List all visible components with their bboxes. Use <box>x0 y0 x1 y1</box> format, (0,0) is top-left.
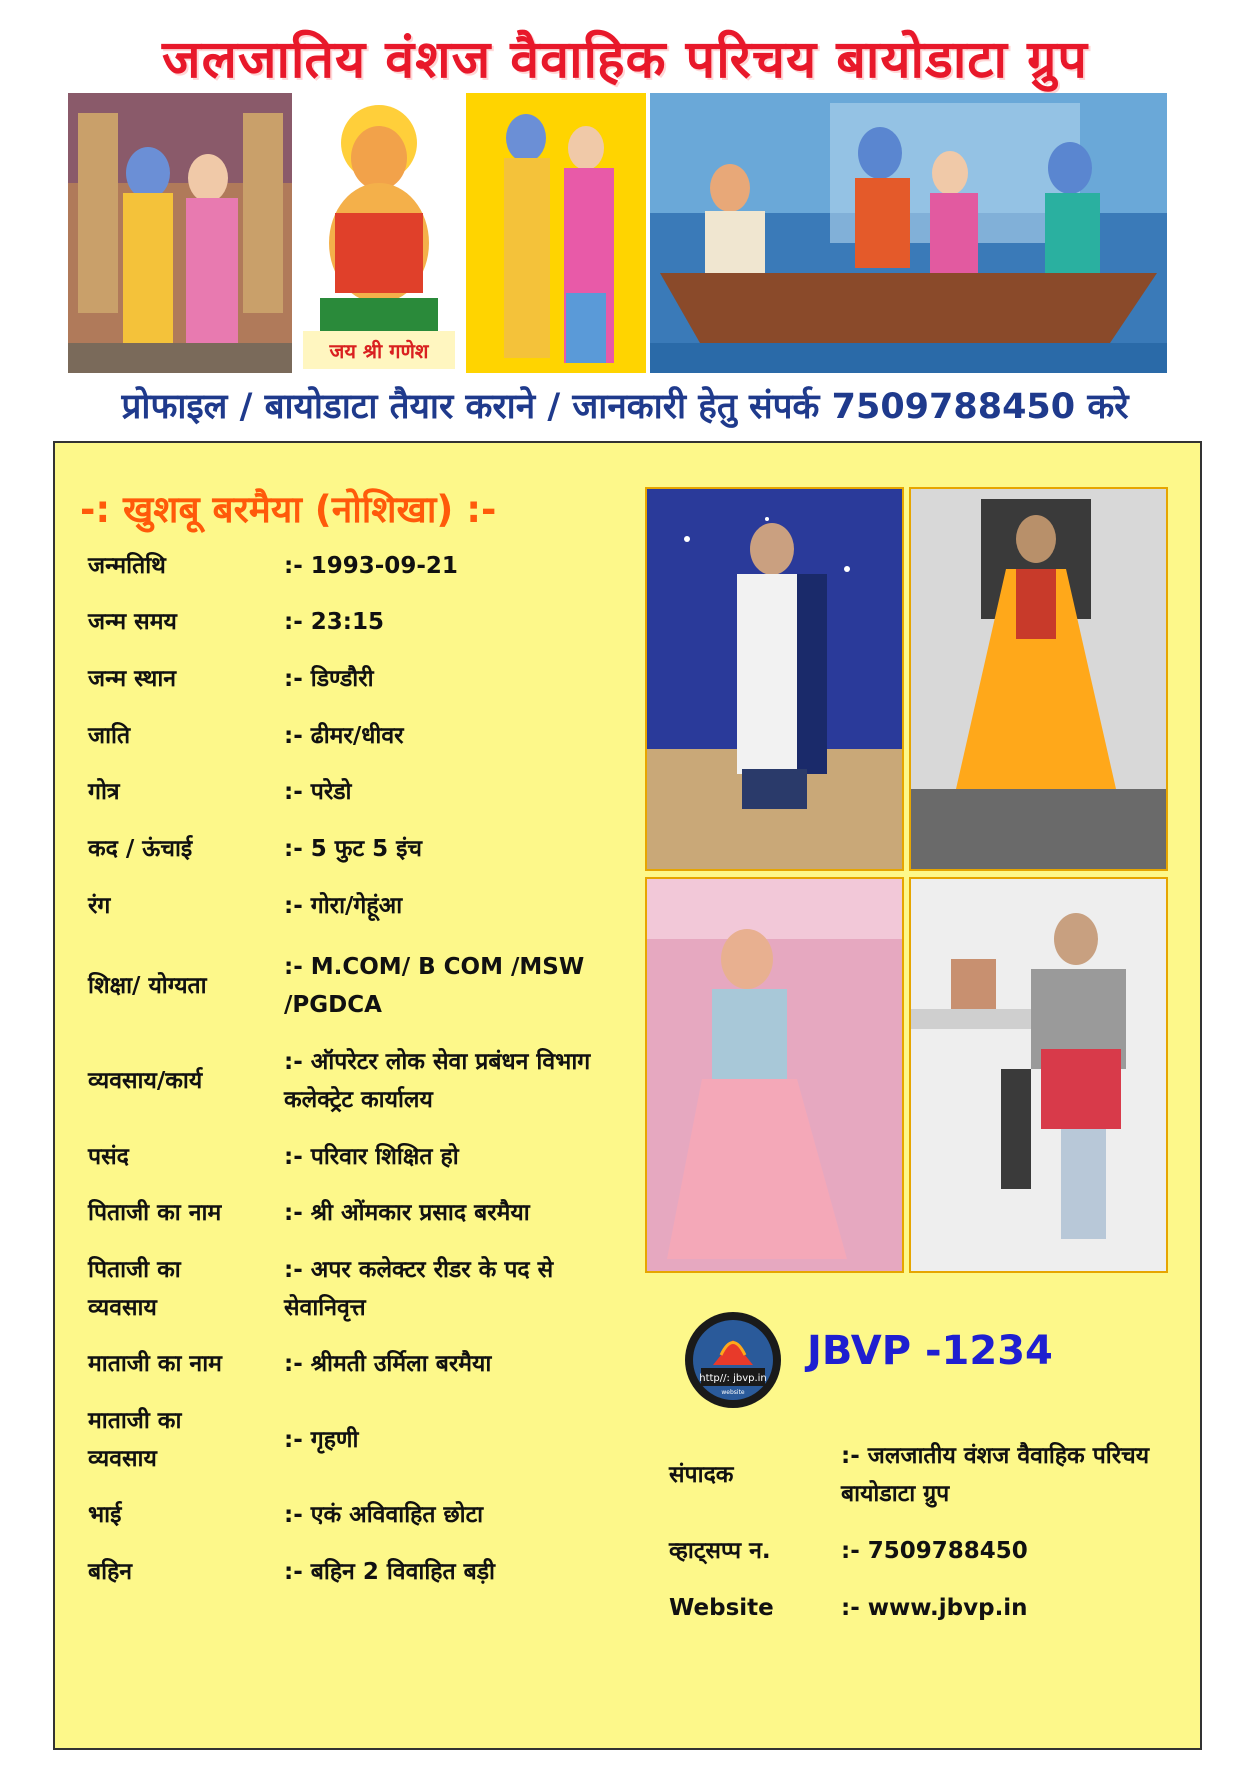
field-label: पिताजी का व्यवसाय <box>88 1257 181 1321</box>
website-value: :- www.jbvp.in <box>841 1595 1028 1621</box>
field-value: :- 23:15 <box>284 609 384 635</box>
profile-code: JBVP -1234 <box>807 1328 1053 1374</box>
logo-sub: website <box>721 1389 745 1396</box>
contact-line: प्रोफाइल / बायोडाटा तैयार कराने / जानकारी हेतु संपर्क 7509788450 करे <box>121 387 1129 427</box>
field-value: :- M.COM/ B COM /MSW /PGDCA <box>284 954 585 1018</box>
banner-image-ganesh <box>295 93 463 373</box>
ganesh-caption: जय श्री गणेश <box>329 339 429 363</box>
banner-image-rama-sita-wedding <box>68 93 292 373</box>
field-label: कद / ऊंचाई <box>88 836 193 862</box>
profile-photo-2 <box>909 487 1168 871</box>
banner-image-boat-scene <box>650 93 1167 373</box>
field-label: व्यवसाय/कार्य <box>88 1068 203 1094</box>
field-label: भाई <box>88 1502 122 1528</box>
field-label: गोत्र <box>88 779 120 805</box>
field-label: बहिन <box>88 1559 133 1585</box>
field-value: :- डिण्डौरी <box>284 666 374 692</box>
field-label: माताजी का व्यवसाय <box>88 1408 182 1472</box>
field-value: :- गोरा/गेहूंआ <box>284 893 403 919</box>
whatsapp-value: :- 7509788450 <box>841 1538 1028 1564</box>
field-value: :- 5 फुट 5 इंच <box>284 836 423 862</box>
profile-photo-1 <box>645 487 904 871</box>
jbvp-logo <box>683 1310 783 1410</box>
editor-label: संपादक <box>669 1462 734 1488</box>
field-label: जन्मतिथि <box>88 553 166 579</box>
field-value: :- बहिन 2 विवाहित बड़ी <box>284 1559 496 1585</box>
field-label: जन्म स्थान <box>88 666 177 692</box>
field-value: :- ढीमर/धीवर <box>284 723 404 749</box>
field-value: :- 1993-09-21 <box>284 553 458 579</box>
website-label: Website <box>669 1595 774 1621</box>
field-value: :- एकं अविवाहित छोटा <box>284 1502 484 1528</box>
field-label: पसंद <box>88 1144 129 1170</box>
field-label: जाति <box>88 723 131 749</box>
field-label: शिक्षा/ योग्यता <box>88 973 207 999</box>
field-value: :- परेडो <box>284 779 352 805</box>
profile-photo-3 <box>645 877 904 1273</box>
page-title: जलजातिय वंशज वैवाहिक परिचय बायोडाटा ग्रुप <box>162 30 1088 90</box>
field-value: :- श्रीमती उर्मिला बरमैया <box>284 1351 492 1377</box>
whatsapp-label: व्हाट्सप्प न. <box>669 1538 771 1564</box>
banner-image-rama-sita <box>466 93 646 373</box>
profile-name: -: खुशबू बरमैया (नोशिखा) :- <box>80 488 497 531</box>
field-value: :- अपर कलेक्टर रीडर के पद से सेवानिवृत्त <box>284 1257 554 1321</box>
field-label: रंग <box>88 893 111 919</box>
field-value: :- गृहणी <box>284 1427 359 1453</box>
field-value: :- ऑपरेटर लोक सेवा प्रबंधन विभाग कलेक्ट्रेट कार्यालय <box>284 1049 591 1113</box>
logo-url: http//: jbvp.in <box>699 1373 767 1384</box>
field-label: माताजी का नाम <box>88 1351 222 1377</box>
profile-photo-4 <box>909 877 1168 1273</box>
field-label: जन्म समय <box>88 609 177 635</box>
field-value: :- परिवार शिक्षित हो <box>284 1144 459 1170</box>
field-value: :- श्री ओंमकार प्रसाद बरमैया <box>284 1200 530 1226</box>
editor-value: :- जलजातीय वंशज वैवाहिक परिचय बायोडाटा ग्रुप <box>841 1443 1150 1507</box>
field-label: पिताजी का नाम <box>88 1200 222 1226</box>
